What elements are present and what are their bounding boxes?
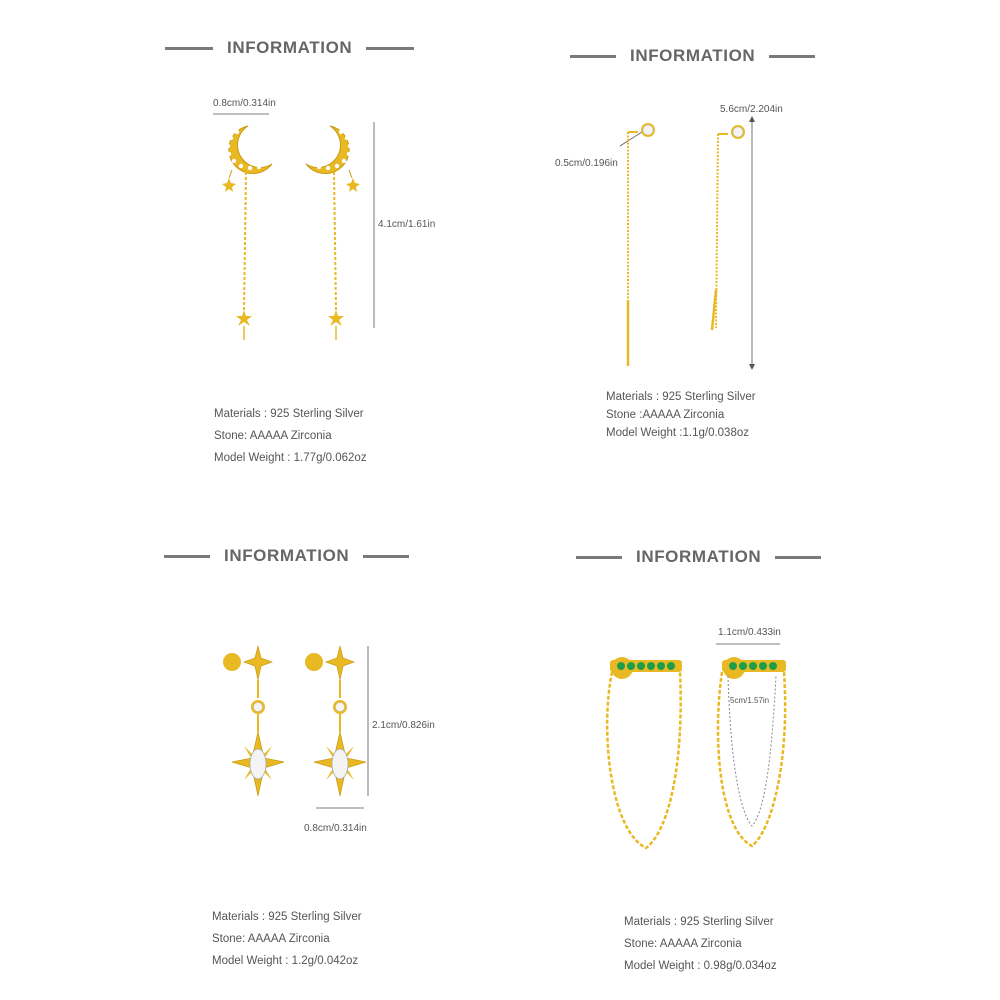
length-dimension — [368, 646, 435, 796]
width-label: 0.8cm/0.314in — [304, 823, 367, 834]
section-title: INFORMATION — [224, 546, 350, 565]
spec-list — [606, 388, 756, 442]
section-title: INFORMATION — [227, 38, 353, 57]
materials-text: Materials : 925 Sterling Silver — [606, 391, 756, 403]
weight-text: Model Weight : 1.2g/0.042oz — [212, 955, 359, 967]
star-earring-right — [305, 646, 366, 796]
emerald-bar-earring-right — [718, 657, 786, 846]
section-title: INFORMATION — [630, 46, 756, 65]
stone-text: Stone :AAAAA Zirconia — [606, 409, 725, 421]
product-panel-threader — [500, 0, 1000, 500]
length-label: 2.1cm/0.826in — [372, 720, 435, 731]
emerald-bar-earring-left — [607, 657, 682, 848]
length-dimension — [720, 104, 783, 370]
spec-list — [212, 906, 362, 972]
weight-text: Model Weight : 0.98g/0.034oz — [624, 960, 777, 972]
stone-text: Stone: AAAAA Zirconia — [212, 933, 330, 945]
stone-text: Stone: AAAAA Zirconia — [624, 938, 742, 950]
width-dimension — [304, 808, 367, 834]
width-dimension — [716, 627, 781, 644]
width-label: 1.1cm/0.433in — [718, 627, 781, 638]
materials-text: Materials : 925 Sterling Silver — [212, 911, 362, 923]
star-earring-left — [223, 646, 284, 796]
spec-list — [624, 911, 777, 977]
materials-text: Materials : 925 Sterling Silver — [214, 408, 364, 420]
threader-earring-left — [628, 123, 655, 366]
length-label: 5.6cm/2.204in — [720, 104, 783, 115]
width-label: 0.5cm/0.196in — [555, 158, 618, 169]
width-dimension — [213, 98, 276, 114]
length-dimension — [374, 122, 435, 328]
stone-text: Stone: AAAAA Zirconia — [214, 430, 332, 442]
weight-text: Model Weight : 1.77g/0.062oz — [214, 452, 367, 464]
width-label: 0.8cm/0.314in — [213, 98, 276, 109]
moon-earring-right — [306, 126, 360, 340]
section-title: INFORMATION — [636, 547, 762, 566]
product-panel-moon-star — [0, 0, 500, 500]
weight-text: Model Weight :1.1g/0.038oz — [606, 427, 749, 439]
product-panel-emerald-bar — [500, 500, 1000, 1000]
drop-length-label: 5cm/1.57in — [730, 696, 770, 705]
moon-earring-left — [222, 126, 272, 340]
product-panel-north-star — [0, 500, 500, 1000]
length-label: 4.1cm/1.61in — [378, 219, 436, 230]
threader-earring-right — [712, 125, 745, 330]
materials-text: Materials : 925 Sterling Silver — [624, 916, 774, 928]
spec-list — [214, 403, 367, 469]
